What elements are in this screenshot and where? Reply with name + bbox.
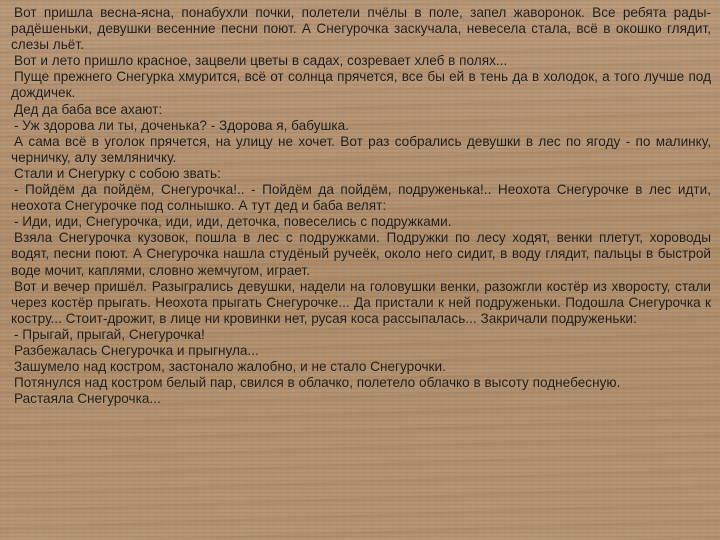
paragraph-7: Стали и Снегурку с собою звать:	[14, 165, 221, 181]
paragraph-16: Растаяла Снегурочка...	[14, 391, 161, 407]
paragraph-6: А сама всё в уголок прячется, на улицу не хочет. Вот раз собрались девушки в лес по ягоду - по малинку, черничку, алу земляничку.	[11, 133, 711, 165]
paragraph-13: Разбежалась Снегурочка и прыгнула...	[14, 342, 259, 358]
paragraph-10: Взяла Снегурочка кузовок, пошла в лес с подружками. Подружки по лесу ходят, венки плетут, хороводы водят, песни поют. А Снегурочка нашла студёный ручеёк, около него сидит, в воду глядит, пальцы в быстрой воде мочит, каплями, словно жемчугом, играет.	[11, 230, 711, 278]
paragraph-1: Вот пришла весна-ясна, понабухли почки, полетели пчёлы в поле, запел жаворонок. Все ребята рады-радёшеньки, девушки весенние песни поют. А Снегурочка заскучала, невесела стала, всё в окошко глядит, слезы льёт.	[11, 5, 711, 53]
paragraph-8: - Пойдём да пойдём, Снегурочка!.. - Пойдём да пойдём, подруженька!.. Неохота Снегурочке в лес идти, неохота Снегурочке под солнышко. А тут дед и баба велят:	[11, 182, 711, 214]
paragraph-11: Вот и вечер пришёл. Разыгрались девушки, надели на головушки венки, разожгли костёр из хворосту, стали через костёр прыгать. Неохота прыгать Снегурочке... Да пристали к ней подруженьки. Подошла Снегурочка к костру... Стоит-дрожит, в лице ни кровинки нет, русая коса рассыпалась... Закричали подруженьки:	[11, 278, 711, 326]
paragraph-15: Потянулся над костром белый пар, свился в облачко, полетело облачко в высоту поднебесную.	[14, 375, 621, 391]
paragraph-12: - Прыгай, прыгай, Снегурочка!	[14, 326, 205, 342]
paragraph-2: Вот и лето пришло красное, зацвели цветы в садах, созревает хлеб в полях...	[14, 53, 508, 69]
paragraph-5: - Уж здорова ли ты, доченька? - Здорова я, бабушка.	[14, 117, 349, 133]
paragraph-9: - Иди, иди, Снегурочка, иди, иди, деточка, повеселись с подружками.	[14, 214, 452, 230]
paragraph-4: Дед да баба все ахают:	[14, 101, 163, 117]
story-text	[11, 5, 711, 407]
paragraph-3: Пуще прежнего Снегурка хмурится, всё от солнца прячется, все бы ей в тень да в холодок, а того лучше под дождичек.	[11, 69, 711, 101]
paragraph-14: Зашумело над костром, застонало жалобно, и не стало Снегурочки.	[14, 359, 446, 375]
